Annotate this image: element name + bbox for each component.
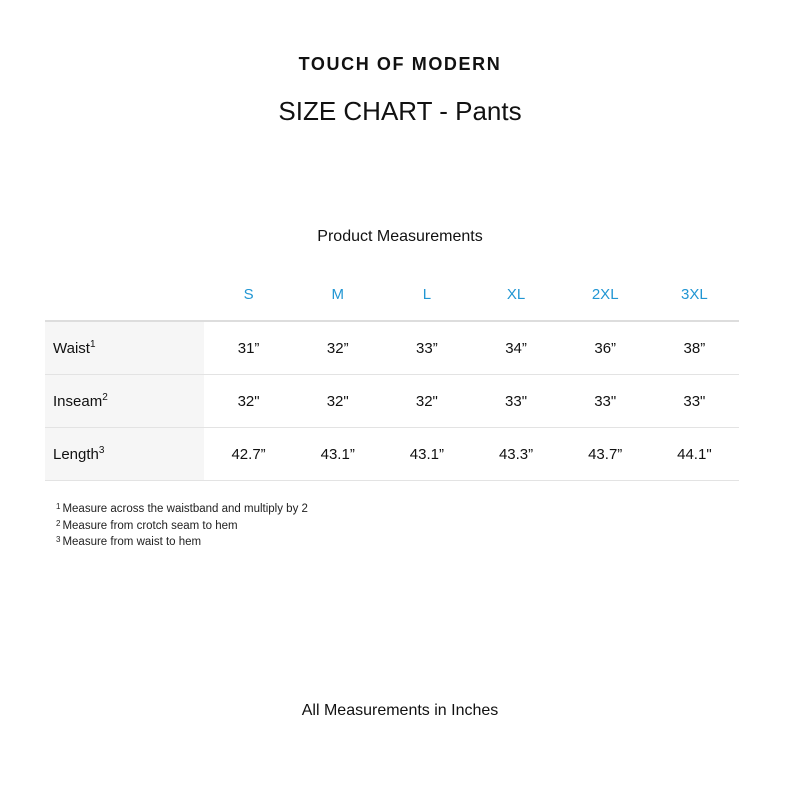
footnote-marker: 1 <box>89 339 96 350</box>
footnote-item <box>56 500 308 517</box>
table-cell: 43.1” <box>382 428 471 481</box>
table-cell: 43.1” <box>293 428 382 481</box>
page-title: SIZE CHART - Pants <box>278 96 522 126</box>
footnote-item <box>56 517 308 534</box>
table-cell: 32” <box>293 321 382 375</box>
footnote-text: Measure from waist to hem <box>62 536 202 548</box>
size-header: 3XL <box>650 268 739 321</box>
header-row <box>45 268 739 321</box>
table-cell: 34” <box>471 321 560 375</box>
table-row <box>45 428 739 481</box>
table-cell: 32" <box>204 375 293 428</box>
table-cell: 33" <box>471 375 560 428</box>
footnote-number: 3 <box>56 535 61 544</box>
table-cell: 31” <box>204 321 293 375</box>
table-cell: 43.3” <box>471 428 560 481</box>
table-cell: 33" <box>650 375 739 428</box>
table-cell: 33" <box>561 375 650 428</box>
units-note: All Measurements in Inches <box>301 702 499 719</box>
table-cell: 33” <box>382 321 471 375</box>
row-label-text: Length <box>53 446 99 463</box>
size-header: XL <box>471 268 560 321</box>
footnote-number: 1 <box>56 502 61 511</box>
row-label-text: Waist <box>53 340 90 357</box>
header-corner <box>45 268 204 321</box>
footnote-number: 2 <box>56 518 61 528</box>
table-row <box>45 375 739 428</box>
footnote-text: Measure from crotch seam to hem <box>62 519 238 532</box>
table-cell: 43.7” <box>561 428 650 481</box>
table-cell: 32" <box>293 375 382 428</box>
row-label <box>45 321 204 375</box>
table-cell: 38” <box>650 321 739 375</box>
footnote-text: Measure across the waistband and multiply by 2 <box>62 503 308 515</box>
table-cell: 36” <box>561 321 650 375</box>
row-label <box>45 428 204 481</box>
row-label-text: Inseam <box>53 393 103 410</box>
size-header: L <box>382 268 471 321</box>
footnote-marker: 3 <box>98 445 105 456</box>
table-cell: 42.7” <box>204 428 293 481</box>
table-cell: 32" <box>382 375 471 428</box>
table-cell: 44.1" <box>650 428 739 481</box>
footnote-item <box>56 533 308 550</box>
size-header: M <box>293 268 382 321</box>
footnote-marker: 2 <box>102 392 108 403</box>
table-row <box>45 321 739 375</box>
table-caption: Product Measurements <box>317 228 483 245</box>
size-header: S <box>204 268 293 321</box>
row-label <box>45 375 204 428</box>
brand-logo: TOUCH OF MODERN <box>298 54 502 74</box>
size-header: 2XL <box>561 268 650 321</box>
size-chart-table <box>45 268 739 481</box>
footnotes <box>56 500 308 550</box>
